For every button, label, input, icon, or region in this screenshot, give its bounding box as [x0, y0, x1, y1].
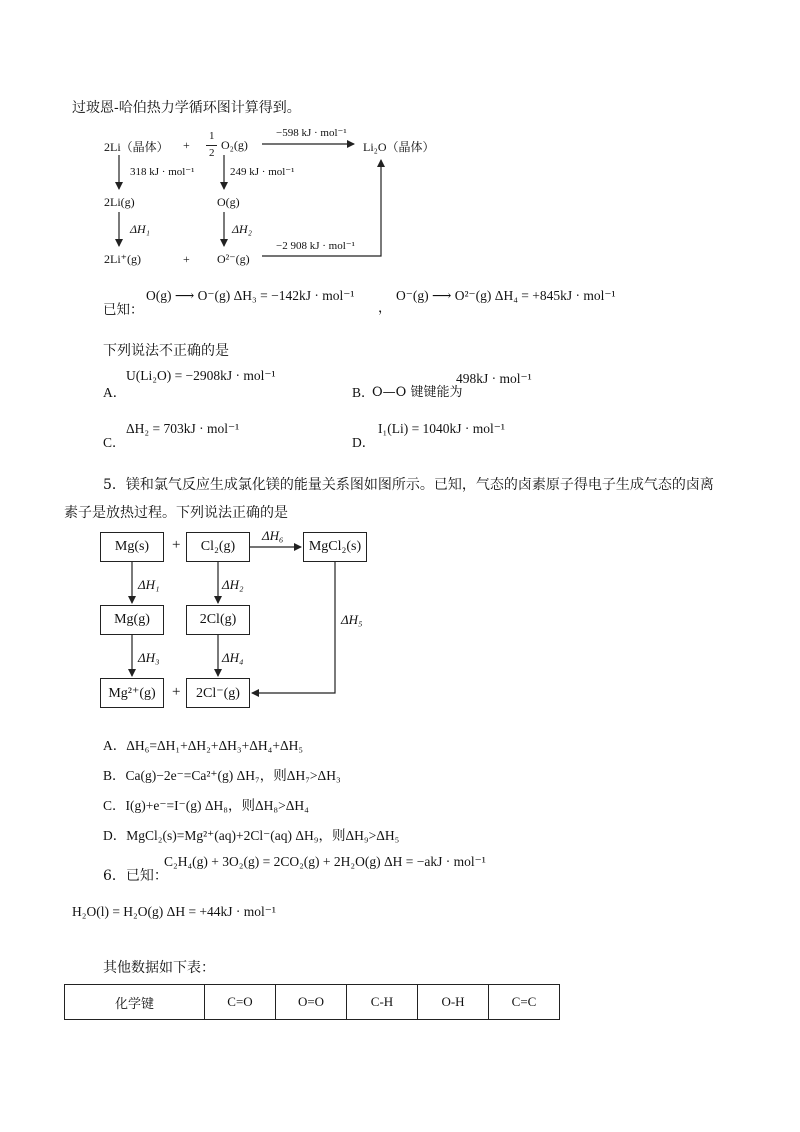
o2-gas-label: O₂(g): [221, 138, 248, 152]
dh5-label: ΔH₅: [341, 612, 363, 627]
table-cell-cc: C=C: [489, 985, 560, 1020]
question-5-line-1: 5．镁和氯气反应生成氯化镁的能量关系图如图所示。已知，气态的卤素原子得电子生成气态的卤离: [103, 477, 714, 493]
question-4-stem: 下列说法不正确的是: [103, 343, 229, 359]
cl-ion-box: 2Cl⁻(g): [186, 678, 250, 708]
option-c-label: C．: [103, 435, 126, 450]
li-ion-label: 2Li⁺(g): [104, 252, 141, 266]
mg-ion-box: Mg²⁺(g): [100, 678, 164, 708]
fraction-denominator: 2: [209, 147, 215, 159]
q6-equation-1: C₂H₄(g) + 3O₂(g) = 2CO₂(g) + 2H₂O(g) ΔH = −akJ · mol⁻¹: [164, 854, 486, 869]
mg-gas-box: Mg(g): [100, 605, 164, 635]
q5-option-a: A．ΔH₆=ΔH₁+ΔH₂+ΔH₃+ΔH₄+ΔH₅: [103, 738, 304, 753]
table-cell-oo: O=O: [276, 985, 347, 1020]
lattice-energy-label: −2 908 kJ · mol⁻¹: [276, 240, 355, 252]
option-a-formula: U(Li₂O) = −2908kJ · mol⁻¹: [126, 368, 276, 383]
known-prefix: 已知：: [103, 302, 144, 317]
o-gas-label: O(g): [217, 195, 240, 209]
option-b-label: B．: [352, 385, 375, 400]
lattice-arrow: [262, 160, 381, 256]
li-sublimation-label: 318 kJ · mol⁻¹: [130, 166, 195, 178]
table-cell-oh: O-H: [418, 985, 489, 1020]
table-row-header: 化学键: [65, 985, 205, 1020]
fraction-numerator: 1: [209, 130, 215, 142]
cl-atoms-box: 2Cl(g): [186, 605, 250, 635]
dh4-label: ΔH₄: [222, 650, 244, 665]
dh2-label: ΔH₂: [222, 577, 244, 592]
q5-option-d: D．MgCl₂(s)=Mg²⁺(aq)+2Cl⁻(aq) ΔH₉，则ΔH₉>ΔH₅: [103, 828, 400, 843]
known-equation-1: O(g) ⟶ O⁻(g) ΔH₃ = −142kJ · mol⁻¹: [146, 288, 355, 303]
option-d-formula: I₁(Li) = 1040kJ · mol⁻¹: [378, 421, 505, 436]
mg-solid-box: Mg(s): [100, 532, 164, 562]
table-cell-ch: C-H: [347, 985, 418, 1020]
q5-option-b: B．Ca(g)−2e⁻=Ca²⁺(g) ΔH₇，则ΔH₇>ΔH₃: [103, 768, 341, 783]
option-d-label: D．: [352, 435, 376, 450]
q5-option-c: C．I(g)+e⁻=I⁻(g) ΔH₈，则ΔH₈>ΔH₄: [103, 798, 309, 813]
mgcl2-solid-box: MgCl₂(s): [303, 532, 367, 562]
known-separator: ，: [378, 300, 392, 315]
table-intro: 其他数据如下表：: [103, 960, 215, 976]
option-b-text: O—O 键键能为: [372, 385, 463, 400]
dh3-label: ΔH₃: [138, 650, 160, 665]
cl2-gas-box: Cl₂(g): [186, 532, 250, 562]
dh1-label: ΔH₁: [138, 577, 160, 592]
option-b-value: 498kJ · mol⁻¹: [456, 371, 532, 386]
li2o-crystal-label: Li₂O（晶体）: [363, 140, 435, 154]
option-a-label: A．: [103, 385, 127, 400]
known-equation-2: O⁻(g) ⟶ O²⁻(g) ΔH₄ = +845kJ · mol⁻¹: [396, 288, 616, 303]
question-5-line-2: 素子是放热过程。下列说法正确的是: [64, 505, 288, 521]
diagram-plus-1: +: [172, 537, 181, 553]
diagram-plus-2: +: [172, 684, 181, 700]
dh5-arrow: [252, 562, 335, 693]
dh6-label: ΔH₆: [262, 528, 284, 543]
plus-sign-2: +: [183, 252, 190, 266]
option-c-formula: ΔH₂ = 703kJ · mol⁻¹: [126, 421, 240, 436]
intro-text: 过玻恩-哈伯热力学循环图计算得到。: [72, 100, 301, 116]
dh2-label: ΔH₂: [232, 222, 252, 236]
li-gas-label: 2Li(g): [104, 195, 135, 209]
o-dissociation-label: 249 kJ · mol⁻¹: [230, 166, 295, 178]
li-solid-label: 2Li（晶体）: [104, 140, 169, 154]
formation-enthalpy-label: −598 kJ · mol⁻¹: [276, 127, 347, 139]
plus-sign: +: [183, 138, 190, 152]
dh1-label: ΔH₁: [130, 222, 150, 236]
q6-equation-2: H₂O(l) = H₂O(g) ΔH = +44kJ · mol⁻¹: [72, 904, 276, 919]
o2-ion-label: O²⁻(g): [217, 252, 250, 266]
table-cell-co: C=O: [205, 985, 276, 1020]
question-6-prefix: 6．已知：: [103, 868, 168, 884]
